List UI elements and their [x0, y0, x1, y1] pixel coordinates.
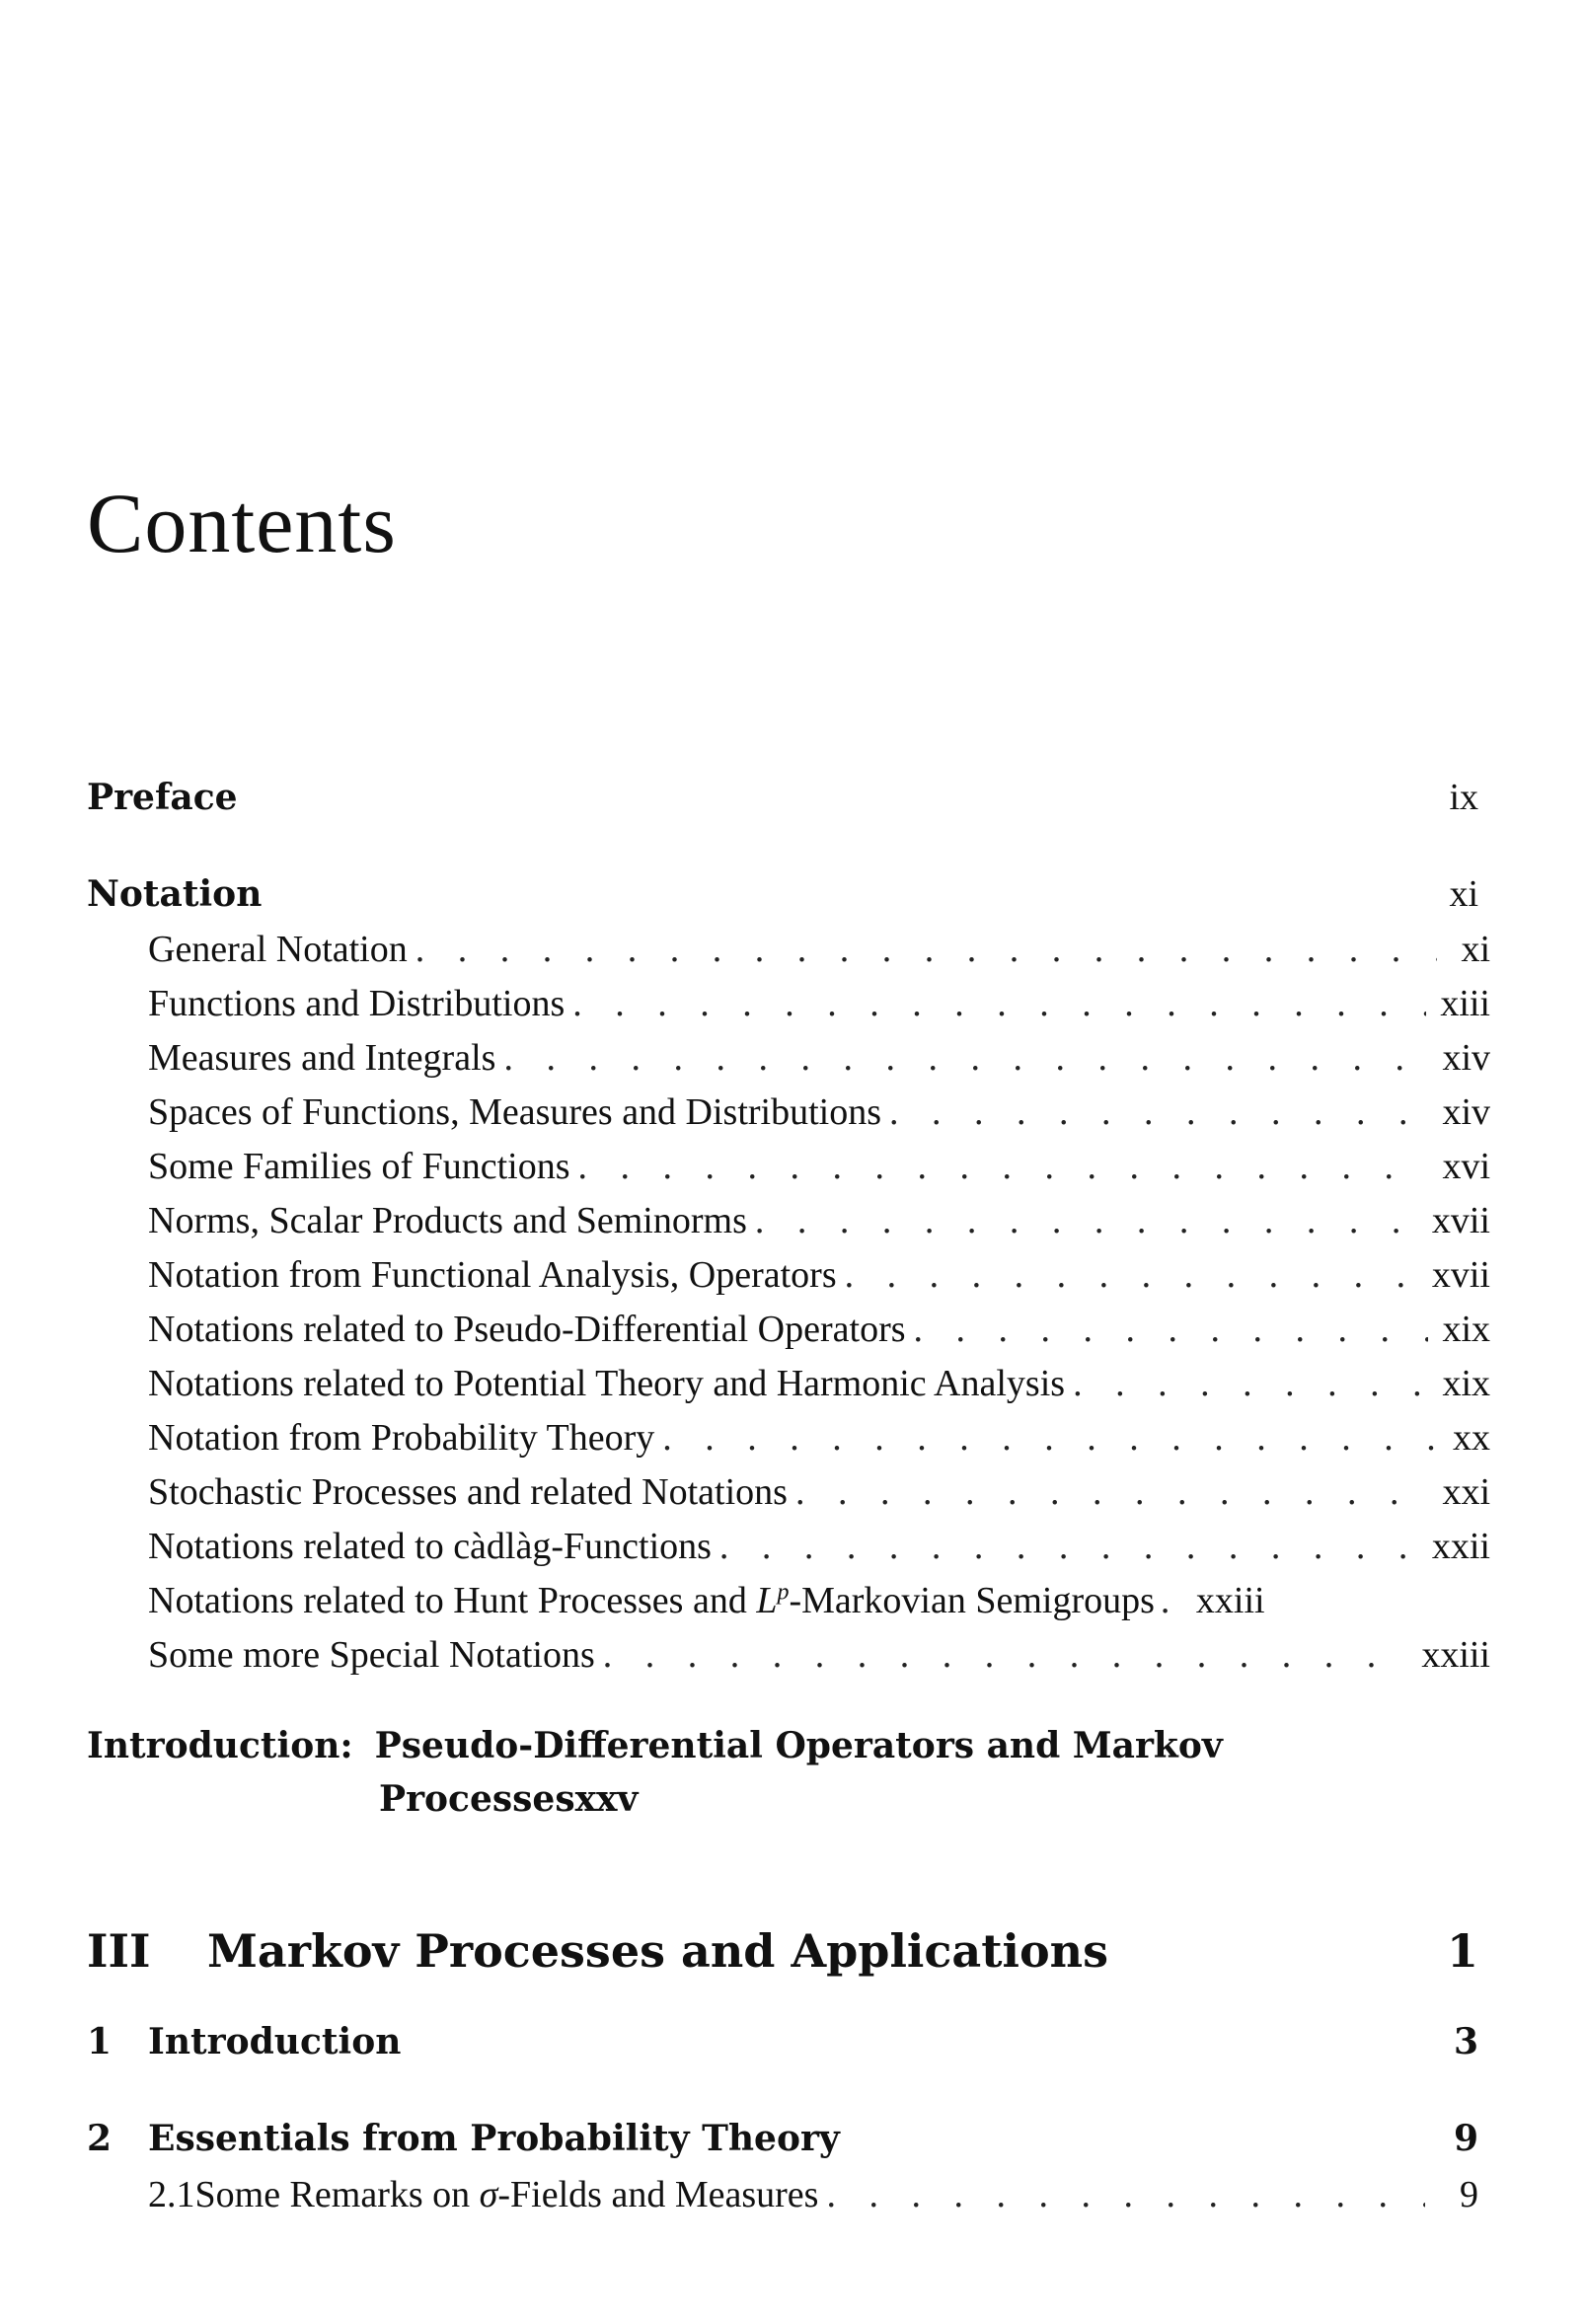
leader-dots — [415, 928, 1437, 971]
toc-label-text: -Markovian Semigroups — [789, 1580, 1155, 1621]
chapter-number: 1 — [87, 2021, 113, 2062]
toc-entry-preface[interactable] — [87, 776, 1478, 823]
toc-page-number: xix — [1442, 1309, 1490, 1350]
toc-page-number: xvii — [1431, 1254, 1490, 1296]
toc-label-text: -Fields and Measures — [497, 2174, 819, 2215]
toc-page-number: xxi — [1442, 1471, 1490, 1513]
math-superscript-p: p — [777, 1579, 790, 1606]
toc-page-number: xxiii — [1421, 1634, 1490, 1676]
toc-label: Notation from Functional Analysis, Operators — [148, 1254, 837, 1296]
toc-page-number: 3 — [1453, 2021, 1478, 2062]
toc-part-entry[interactable] — [87, 1924, 1478, 1978]
page-title: Contents — [87, 476, 397, 570]
toc-page-number: xvii — [1431, 1200, 1490, 1241]
chapter-number: 2 — [87, 2118, 113, 2159]
toc-page-number: xiii — [1440, 983, 1490, 1024]
toc-label: Notations related to Pseudo-Differential Operators — [148, 1309, 906, 1350]
toc-label-text: Some Remarks on — [194, 2174, 480, 2215]
toc-label — [148, 1579, 1155, 1622]
toc-label: Norms, Scalar Products and Seminorms — [148, 1200, 747, 1241]
toc-subentry[interactable] — [148, 1525, 1490, 1572]
leader-dots — [572, 982, 1426, 1025]
toc-page-number: xxiii — [1195, 1580, 1265, 1621]
section-number: 2.1 — [148, 2174, 195, 2215]
toc-subentry[interactable] — [148, 1308, 1490, 1355]
toc-label: Functions and Distributions — [148, 983, 566, 1024]
toc-subentry[interactable] — [148, 1145, 1490, 1192]
toc-label: Pseudo-Differential Operators and Markov — [374, 1725, 1223, 1766]
leader-dots — [889, 1090, 1428, 1134]
toc-page-number: xix — [1442, 1363, 1490, 1404]
toc-entry-introduction[interactable] — [87, 1725, 1223, 1766]
part-number: III — [87, 1924, 151, 1978]
toc-subentry[interactable] — [148, 928, 1490, 975]
toc-label: Preface — [87, 777, 238, 818]
toc-page-number: ix — [1449, 777, 1478, 818]
toc-label-text: Notations related to Hunt Processes and — [148, 1580, 757, 1621]
leader-dots — [662, 1416, 1437, 1460]
toc-label: Notations related to càdlàg-Functions — [148, 1526, 712, 1567]
toc-label: Notations related to Potential Theory and Harmonic Analysis — [148, 1363, 1066, 1404]
toc-label: Some Families of Functions — [148, 1146, 570, 1187]
toc-subentry[interactable] — [148, 1199, 1490, 1246]
leader-dots — [914, 1308, 1429, 1351]
leader-dots — [503, 1036, 1428, 1080]
toc-page-number: xvi — [1442, 1146, 1490, 1187]
toc-page-number: xxii — [1431, 1526, 1490, 1567]
toc-subentry[interactable] — [148, 1362, 1490, 1409]
leader-dots — [755, 1199, 1418, 1242]
toc-page-number: xiv — [1442, 1091, 1490, 1133]
leader-dots — [719, 1525, 1418, 1568]
toc-label: Spaces of Functions, Measures and Distributions — [148, 1091, 882, 1133]
toc-label — [195, 2173, 819, 2216]
toc-section-entry[interactable] — [148, 2173, 1478, 2220]
toc-subentry[interactable] — [148, 1090, 1490, 1138]
part-title: Markov Processes and Applications — [207, 1924, 1108, 1978]
toc-chapter-entry[interactable] — [87, 2021, 1478, 2068]
toc-entry-introduction-line2[interactable] — [379, 1778, 1478, 1820]
math-symbol-L: L — [756, 1580, 778, 1621]
toc-label: Stochastic Processes and related Notations — [148, 1471, 788, 1513]
toc-subentry[interactable] — [148, 1579, 1490, 1626]
leader-dots — [845, 1253, 1418, 1297]
toc-label: Notation — [87, 873, 263, 915]
toc-page-number: xiv — [1442, 1037, 1490, 1079]
toc-label: Introduction: — [87, 1725, 353, 1766]
leader-dots — [1161, 1579, 1184, 1622]
leader-dots — [578, 1145, 1429, 1188]
toc-subentry[interactable] — [148, 1253, 1490, 1301]
toc-subentry[interactable] — [148, 1036, 1490, 1084]
toc-page-number: xxv — [574, 1778, 639, 1820]
toc-subentry[interactable] — [148, 1633, 1490, 1681]
toc-label: Introduction — [148, 2021, 402, 2062]
toc-label: Some more Special Notations — [148, 1634, 595, 1676]
toc-subentry[interactable] — [148, 982, 1490, 1029]
toc-label: Processes — [379, 1778, 575, 1820]
toc-subentry[interactable] — [148, 1416, 1490, 1463]
leader-dots — [795, 1470, 1428, 1514]
toc-page-number: 1 — [1446, 1924, 1478, 1978]
toc-label: General Notation — [148, 929, 408, 970]
leader-dots — [826, 2173, 1425, 2216]
toc-label: Measures and Integrals — [148, 1037, 496, 1079]
toc-page-number: xx — [1453, 1417, 1490, 1459]
toc-chapter-entry[interactable] — [87, 2118, 1478, 2165]
math-symbol-sigma: σ — [479, 2174, 498, 2215]
leader-dots — [603, 1633, 1408, 1677]
leader-dots — [1073, 1362, 1428, 1405]
toc-label: Essentials from Probability Theory — [148, 2118, 840, 2159]
toc-page-number: 9 — [1460, 2174, 1478, 2215]
toc-entry-notation[interactable] — [87, 872, 1478, 920]
toc-page-number: 9 — [1453, 2118, 1478, 2159]
toc-page-number: xi — [1461, 929, 1490, 970]
toc-label: Notation from Probability Theory — [148, 1417, 655, 1459]
toc-subentry[interactable] — [148, 1470, 1490, 1518]
toc-page-number: xi — [1449, 873, 1478, 915]
